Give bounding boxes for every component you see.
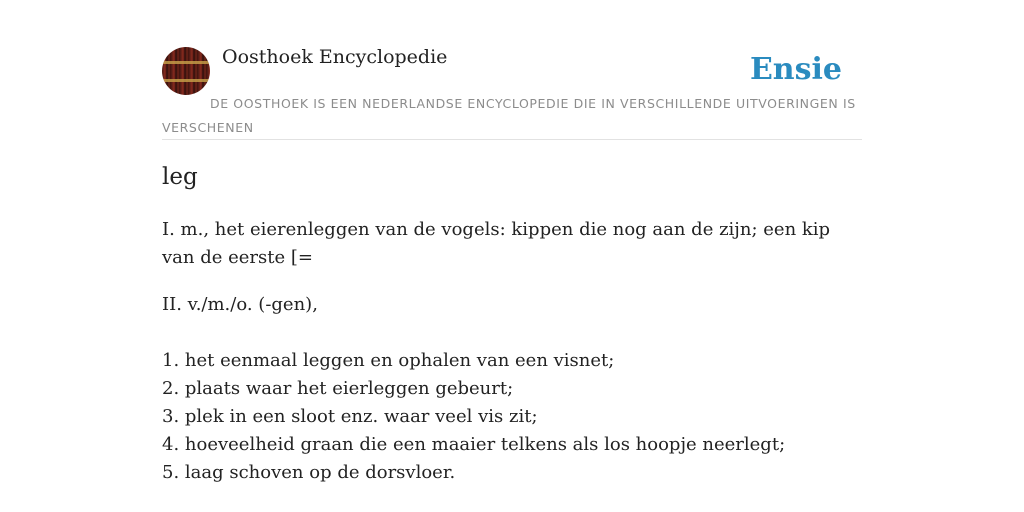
definition-list-item: 4. hoeveelheid graan die een maaier telkens als los hoopje neerlegt; (162, 434, 786, 455)
entry-definition (162, 216, 862, 487)
definition-paragraph: II. v./m./o. (-gen), (162, 294, 318, 315)
source-title[interactable]: Oosthoek Encyclopedie (222, 46, 448, 68)
definition-paragraph: I. m., het eierenleggen van de vogels: kippen die nog aan de zijn; een kip van de eerste [= (162, 219, 831, 268)
entry-term: leg (162, 164, 198, 190)
definition-list-item: 2. plaats waar het eierleggen gebeurt; (162, 378, 514, 399)
brand-logo[interactable]: Ensie (749, 52, 842, 87)
divider (162, 139, 862, 140)
definition-list-item: 1. het eenmaal leggen en ophalen van een visnet; (162, 350, 615, 371)
definition-list-item: 5. laag schoven op de dorsvloer. (162, 462, 456, 483)
encyclopedia-books-icon[interactable] (162, 47, 210, 95)
source-description: DE OOSTHOEK IS EEN NEDERLANDSE ENCYCLOPEDIE DIE IN VERSCHILLENDE UITVOERINGEN IS VERSCHENEN (162, 96, 856, 135)
definition-list-item: 3. plek in een sloot enz. waar veel vis zit; (162, 406, 538, 427)
